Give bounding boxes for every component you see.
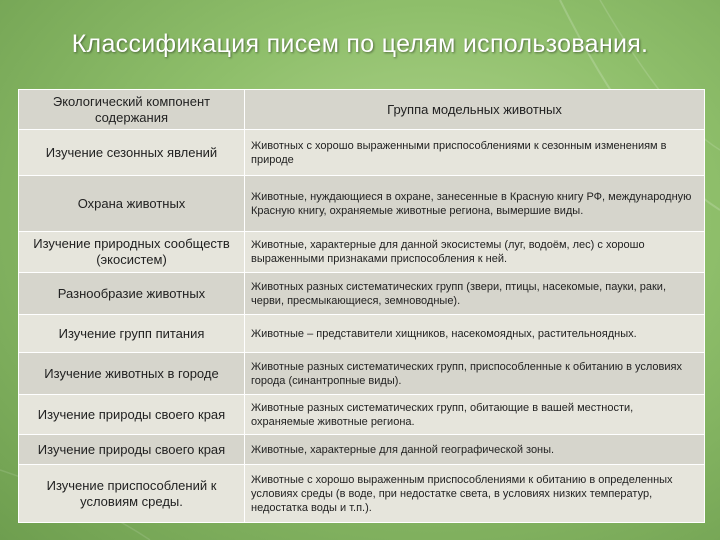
header-ecological-component: Экологический компонент содержания bbox=[19, 90, 245, 130]
classification-table bbox=[18, 89, 705, 523]
row-animals: Животные разных систематических групп, обитающие в вашей местности, охраняемые животные региона. bbox=[245, 395, 705, 435]
table-row bbox=[19, 232, 705, 273]
row-animals: Животные – представители хищников, насекомоядных, растительноядных. bbox=[245, 315, 705, 353]
table-row bbox=[19, 395, 705, 435]
header-animal-group: Группа модельных животных bbox=[245, 90, 705, 130]
row-animals: Животные, нуждающиеся в охране, занесенные в Красную книгу РФ, международную Красную книгу, охраняемые животные региона, вымершие виды. bbox=[245, 176, 705, 232]
row-animals: Животные, характерные для данной географической зоны. bbox=[245, 435, 705, 465]
row-animals: Животные с хорошо выраженным приспособлениями к обитанию в определенных условиях среды (в воде, при недостатке света, в условиях низких температур, недостатка воды и т.п.). bbox=[245, 465, 705, 523]
row-component: Изучение природных сообществ (экосистем) bbox=[19, 232, 245, 273]
row-animals: Животных с хорошо выраженными приспособлениями к сезонным изменениям в природе bbox=[245, 130, 705, 176]
row-animals: Животные разных систематических групп, приспособленные к обитанию в условиях города (синантропные виды). bbox=[245, 353, 705, 395]
row-component: Изучение групп питания bbox=[19, 315, 245, 353]
row-component: Изучение животных в городе bbox=[19, 353, 245, 395]
row-component: Разнообразие животных bbox=[19, 273, 245, 315]
table-row bbox=[19, 435, 705, 465]
slide-title: Классификация писем по целям использования. bbox=[71, 30, 649, 58]
row-component: Изучение природы своего края bbox=[19, 435, 245, 465]
row-component: Изучение природы своего края bbox=[19, 395, 245, 435]
table-row bbox=[19, 465, 705, 523]
row-animals: Животные, характерные для данной экосистемы (луг, водоём, лес) с хорошо выраженными признаками приспособления к ней. bbox=[245, 232, 705, 273]
table-row bbox=[19, 315, 705, 353]
table-row bbox=[19, 273, 705, 315]
table-header-row bbox=[19, 90, 705, 130]
row-component: Изучение приспособлений к условиям среды. bbox=[19, 465, 245, 523]
row-component: Изучение сезонных явлений bbox=[19, 130, 245, 176]
table-row bbox=[19, 353, 705, 395]
table-row bbox=[19, 176, 705, 232]
row-animals: Животных разных систематических групп (звери, птицы, насекомые, пауки, раки, черви, пресмыкающиеся, земноводные). bbox=[245, 273, 705, 315]
row-component: Охрана животных bbox=[19, 176, 245, 232]
table-row bbox=[19, 130, 705, 176]
